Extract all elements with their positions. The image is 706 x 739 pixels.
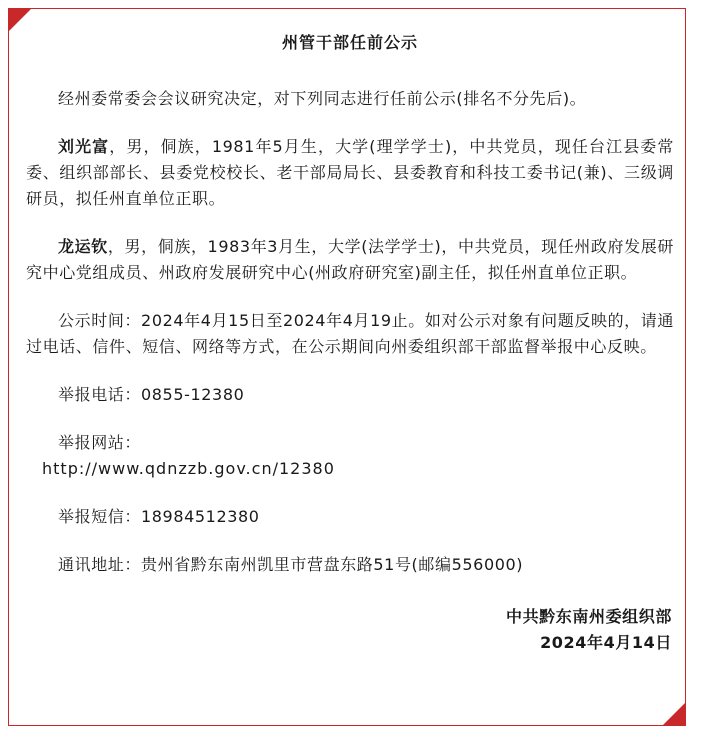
report-phone: 举报电话：0855-12380 bbox=[58, 385, 245, 404]
candidate-name: 刘光富 bbox=[58, 137, 110, 156]
corner-decoration-top-left bbox=[8, 8, 32, 32]
candidate-details: ，男，侗族，1983年3月生，大学(法学学士)，中共党员，现任州政府发展研究中心党组成员、州政府发展研究中心(州政府研究室)副主任，拟任州直单位正职。 bbox=[26, 237, 674, 282]
corner-decoration-bottom-right bbox=[662, 702, 686, 726]
signature-organization: 中共黔东南州委组织部 bbox=[505, 607, 672, 626]
signature-date: 2024年4月14日 bbox=[540, 633, 672, 652]
report-website-link[interactable]: http://www.qdnzzb.gov.cn/12380 bbox=[42, 459, 335, 478]
signature-block bbox=[26, 604, 674, 656]
notice-period-paragraph: 公示时间：2024年4月15日至2024年4月19止。如对公示对象有问题反映的，请通过电话、信件、短信、网络等方式，在公示期间向州委组织部干部监督举报中心反映。 bbox=[26, 311, 674, 356]
notice-content bbox=[26, 30, 674, 656]
candidate-paragraph-2 bbox=[26, 234, 674, 286]
candidate-details: ，男，侗族，1981年5月生，大学(理学学士)，中共党员，现任台江县委常委、组织部部长、县委党校校长、老干部局局长、县委教育和科技工委书记(兼)、三级调研员，拟任州直单位正职。 bbox=[26, 137, 674, 208]
candidate-name: 龙运钦 bbox=[58, 237, 108, 256]
candidate-paragraph-1 bbox=[26, 134, 674, 212]
report-sms: 举报短信：18984512380 bbox=[58, 507, 260, 526]
mailing-address: 通讯地址：贵州省黔东南州凯里市营盘东路51号(邮编556000) bbox=[58, 555, 524, 574]
report-website-block bbox=[26, 430, 674, 482]
report-website-label: 举报网站： bbox=[58, 433, 142, 452]
intro-paragraph: 经州委常委会会议研究决定，对下列同志进行任前公示(排名不分先后)。 bbox=[58, 89, 587, 108]
notice-title: 州管干部任前公示 bbox=[281, 33, 418, 52]
